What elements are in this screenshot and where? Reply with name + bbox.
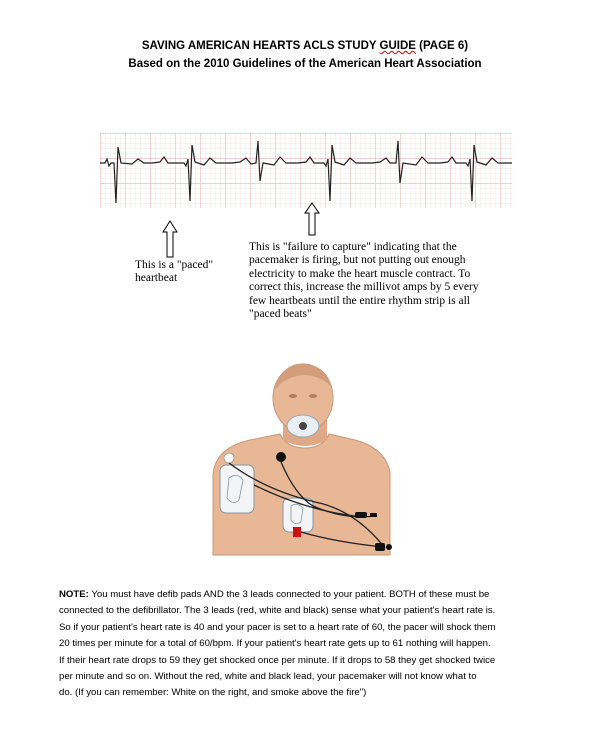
paced-beat-arrow-icon: [162, 220, 178, 258]
page-title: SAVING AMERICAN HEARTS ACLS STUDY GUIDE (PAGE 6): [141, 40, 469, 52]
ecg-rhythm-strip: [100, 133, 512, 208]
failure-to-capture-caption: This is "failure to capture" indicating that the pacemaker is firing, but not putting out enough electricity to make the heart muscle contract. To correct this, increase the millivot amps by 5 every few heartbeats until the entire rhythm strip is all "paced beats": [249, 241, 479, 321]
failure-to-capture-arrow-icon: [304, 202, 320, 236]
note-paragraph: NOTE: You must have defib pads AND the 3 leads connected to your patient. BOTH of these must be connected to the defibrillator. The 3 leads (red, white and black) sense what your patient's heart rate is. So if your patient's heart rate is 40 and your pacer is set to a heart rate of 60, the pacer will shock them 20 times per minute for a total of 60/bpm. If your patient's heart rate gets up to 61 nothing will happen. If their heart rate drops to 59 they get shocked once per minute. If it drops to 58 they get shocked twice per minute and so on. Without the red, white and black lead, your pacemaker will not know what to do. (If you can remember: White on the right, and smoke above the fire"): [59, 589, 496, 699]
spellcheck-word: GUIDE: [379, 40, 416, 52]
page-subtitle: Based on the 2010 Guidelines of the American Heart Association: [128, 58, 482, 70]
note-label: NOTE:: [59, 589, 89, 600]
cpr-mannequin-illustration: [205, 360, 405, 560]
paced-beat-caption: This is a "paced" heartbeat: [135, 259, 214, 284]
